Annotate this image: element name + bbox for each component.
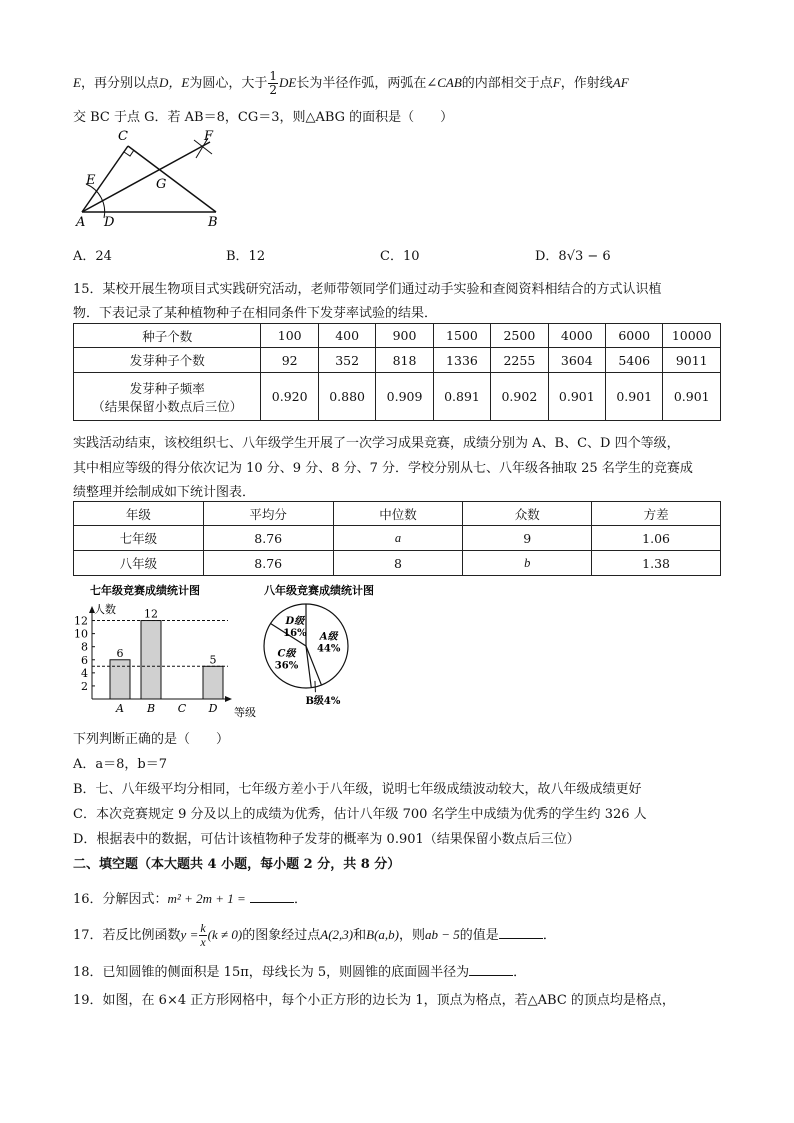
q15-mid-line3: 绩整理并绘制成如下统计图表． bbox=[73, 485, 256, 500]
q14-option-b[interactable]: B．12 bbox=[226, 249, 266, 264]
q16: 16．分解因式：m² + 2m + 1 = ． bbox=[73, 891, 307, 907]
q18: 18．已知圆锥的侧面积是 15π，母线长为 5，则圆锥的底面圆半径为 ． bbox=[73, 965, 527, 980]
q14-line1: E，再分别以点D，E为圆心，大于 $\frac{1}{2}$ DE长为半径作弧，两弧在∠CAB的内部相交于点F，作射线AF bbox=[73, 69, 629, 97]
grade7-bar-chart bbox=[68, 580, 268, 722]
q15-option-c[interactable]: C．本次竞赛规定 9 分及以上的成绩为优秀，估计八年级 700 名学生中成绩为优秀的学生约 326 人 bbox=[73, 807, 647, 822]
pie-slice-pct: 44% bbox=[316, 643, 341, 655]
bar-chart-title: 七年级竞赛成绩统计图 bbox=[90, 584, 200, 597]
q15-mid-line2: 其中相应等级的得分依次记为 10 分、9 分、8 分、7 分．学校分别从七、八年级各抽取 25 名学生的竞赛成 bbox=[73, 461, 693, 476]
x-category-label: B bbox=[146, 702, 156, 715]
y-tick-label: 6 bbox=[81, 653, 88, 667]
pie-slice-label: B级4% bbox=[305, 696, 341, 708]
table-row: 七年级 8.76 a 9 1.06 bbox=[74, 526, 721, 551]
pie-slice-pct: 36% bbox=[274, 660, 299, 672]
q14-option-d[interactable]: D．8√3 − 6 bbox=[535, 249, 611, 264]
table-row: 年级 平均分 中位数 众数 方差 bbox=[74, 502, 721, 526]
q16-answer-blank[interactable] bbox=[250, 890, 294, 903]
label-b: B bbox=[208, 215, 218, 230]
label-a: A bbox=[76, 215, 86, 230]
y-tick-label: 2 bbox=[81, 679, 88, 693]
bar-value-label: 12 bbox=[144, 607, 158, 621]
pie-slice-label: A级 bbox=[319, 631, 338, 643]
label-c: C bbox=[118, 129, 128, 144]
y-tick-label: 10 bbox=[74, 627, 88, 641]
bar-value-label: 6 bbox=[116, 646, 124, 660]
q19: 19．如图，在 6×4 正方形网格中，每个小正方形的边长为 1，顶点为格点，若△ABC 的顶点均是格点， bbox=[73, 993, 675, 1008]
bar-A bbox=[110, 660, 130, 699]
bar-chart-xlabel: 等级 bbox=[234, 706, 256, 719]
table-row: 种子个数 100 400 900 1500 2500 4000 6000 10000 bbox=[74, 324, 721, 348]
q14-line2: 交 BC 于点 G．若 AB＝8，CG＝3，则△ABG 的面积是（ ） bbox=[73, 110, 454, 125]
fraction-half: $\frac{1}{2}$ bbox=[269, 69, 277, 97]
label-f: F bbox=[204, 129, 214, 144]
q15-option-d[interactable]: D．根据表中的数据，可估计该植物种子发芽的概率为 0.901（结果保留小数点后三位） bbox=[73, 832, 580, 847]
bar-D bbox=[203, 666, 223, 699]
table-row: 八年级 8.76 8 b 1.38 bbox=[74, 551, 721, 576]
q14-option-c[interactable]: C．10 bbox=[380, 249, 420, 264]
q18-answer-blank[interactable] bbox=[469, 963, 513, 976]
bar-value-label: 5 bbox=[209, 653, 217, 667]
grade8-pie-chart bbox=[258, 580, 408, 712]
seed-germination-table bbox=[73, 323, 721, 421]
y-tick-label: 8 bbox=[81, 640, 88, 654]
pie-slice-pct: 16% bbox=[283, 627, 307, 639]
pie-slice-label: D级 bbox=[285, 615, 305, 627]
x-category-label: C bbox=[177, 702, 187, 715]
q15-question: 下列判断正确的是（ ） bbox=[73, 732, 230, 747]
label-g: G bbox=[156, 177, 167, 192]
table-row: 发芽种子频率 （结果保留小数点后三位） 0.920 0.880 0.909 0.891 0.902 0.901 0.901 0.901 bbox=[74, 373, 721, 421]
fraction-k-over-x: $\frac{k}{x}$ bbox=[200, 921, 206, 949]
q15-intro-line1: 15．某校开展生物项目式实践研究活动，老师带领同学们通过动手实验和查阅资料相结合的方式认识植 bbox=[73, 282, 662, 297]
bar-chart-ylabel: 人数 bbox=[94, 603, 116, 616]
y-tick-label: 4 bbox=[81, 666, 88, 680]
pie-slice-label: C级 bbox=[277, 648, 296, 660]
q15-option-a[interactable]: A．a＝8，b＝7 bbox=[73, 757, 168, 772]
label-d: D bbox=[104, 215, 115, 230]
section2-heading: 二、填空题（本大题共 4 小题，每小题 2 分，共 8 分） bbox=[73, 857, 401, 872]
x-axis-arrow bbox=[225, 696, 232, 702]
q14-option-a[interactable]: A．24 bbox=[73, 249, 112, 264]
label-e: E bbox=[86, 173, 96, 188]
q15-mid-line1: 实践活动结束，该校组织七、八年级学生开展了一次学习成果竞赛，成绩分别为 A、B、C、D 四个等级， bbox=[73, 436, 680, 451]
x-category-label: A bbox=[116, 702, 124, 715]
q15-intro-line2: 物．下表记录了某种植物种子在相同条件下发芽率试验的结果． bbox=[73, 306, 438, 321]
q17: 17．若反比例函数y = $\frac{k}{x}$ (k ≠ 0)的图象经过点A(2,3)和B(a,b)，则ab − 5的值是 ． bbox=[73, 921, 556, 949]
pie-chart-title: 八年级竞赛成绩统计图 bbox=[264, 584, 374, 597]
grade-stats-table bbox=[73, 501, 721, 576]
q17-answer-blank[interactable] bbox=[499, 926, 543, 939]
q15-option-b[interactable]: B．七、八年级平均分相同，七年级方差小于八年级，说明七年级成绩波动较大，故八年级成绩更好 bbox=[73, 782, 642, 797]
q14-triangle-figure bbox=[70, 128, 250, 230]
table-row: 发芽种子个数 92 352 818 1336 2255 3604 5406 9011 bbox=[74, 348, 721, 373]
bar-B bbox=[141, 621, 161, 699]
x-category-label: D bbox=[208, 702, 218, 715]
y-tick-label: 12 bbox=[74, 614, 88, 628]
